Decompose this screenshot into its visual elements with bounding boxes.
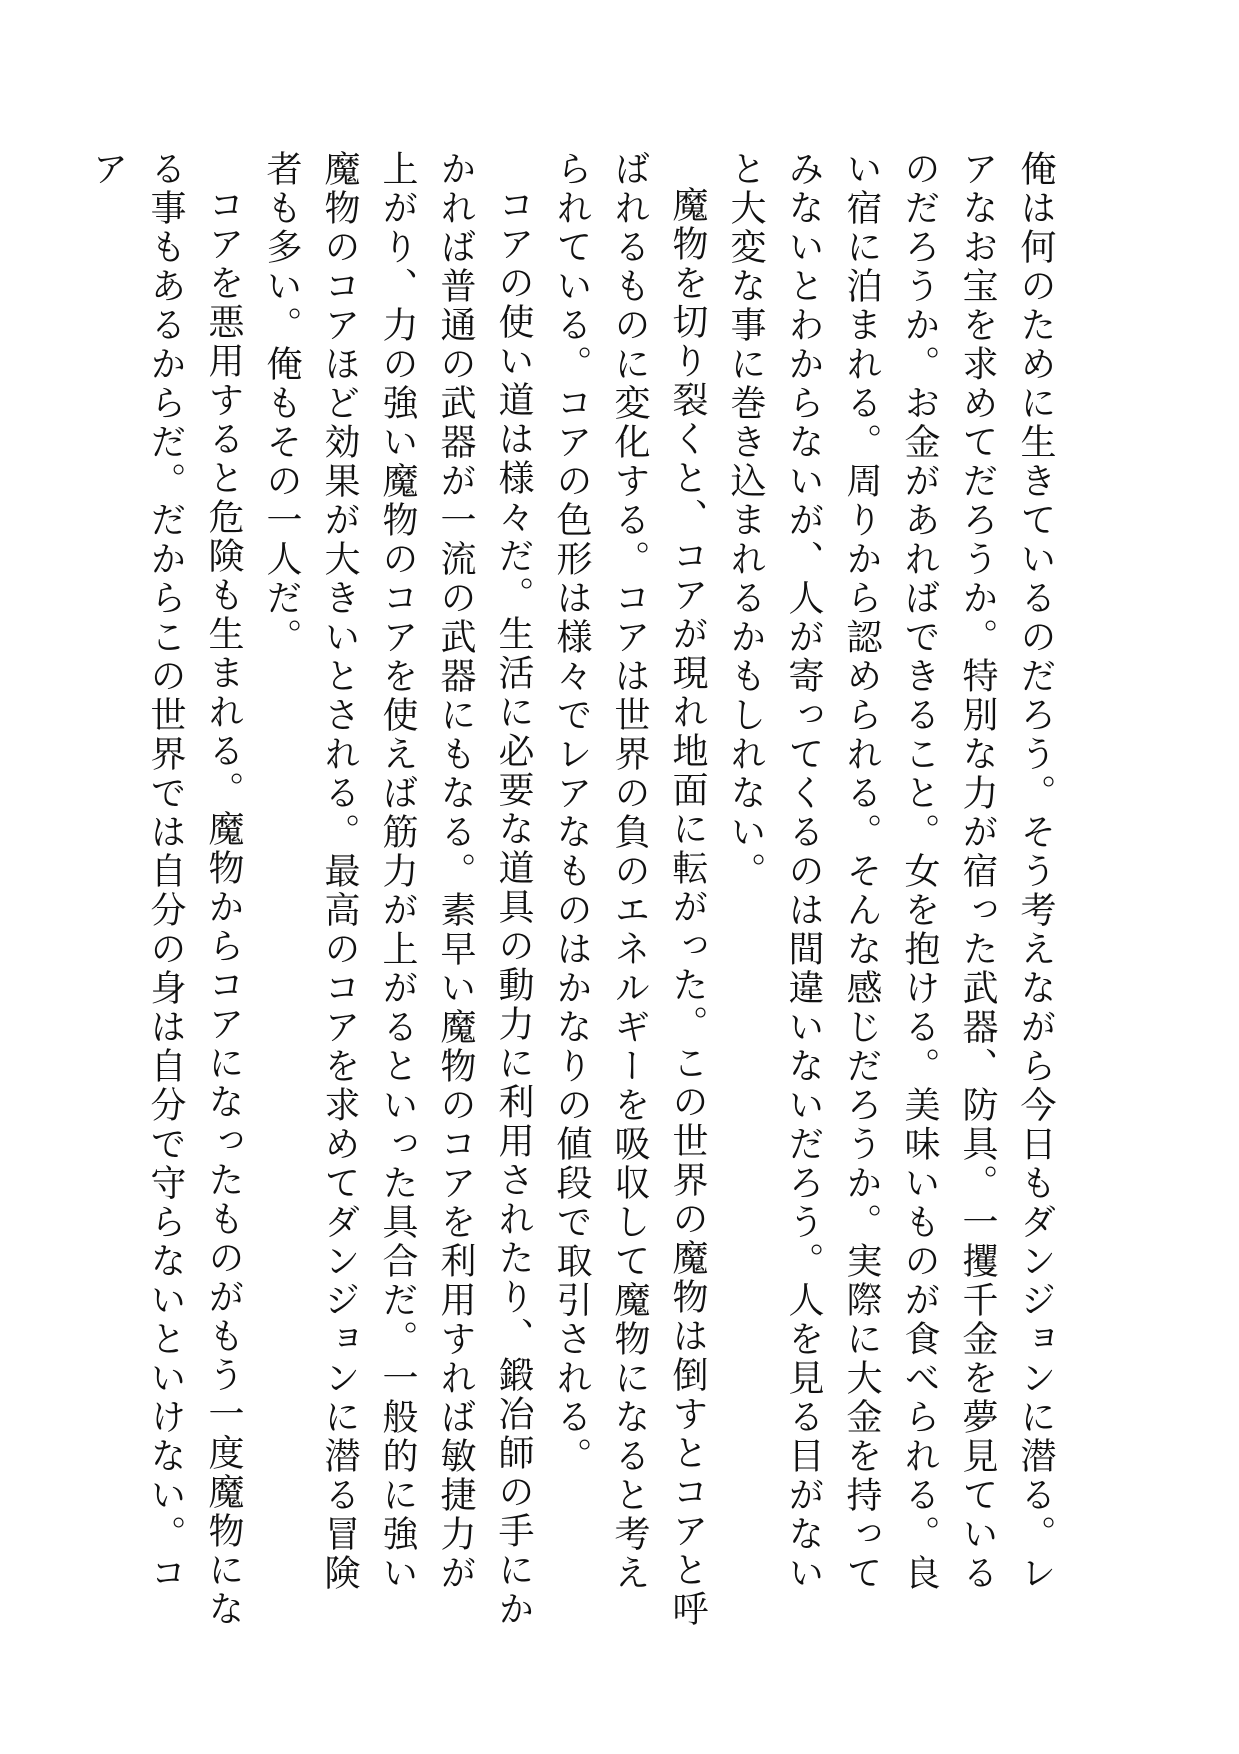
paragraph-4: コアを悪用すると危険も生まれる。魔物からコアになったものがもう一度魔物になる事もあるからだ。だからこの世界では自分の身は自分で守らないといけない。コア [87, 150, 244, 1629]
vertical-text-body [78, 150, 1064, 1630]
paragraph-2: 魔物を切り裂くと、コアが現れ地面に転がった。この世界の魔物は倒すとコアと呼ばれるものに変化する。コアは世界の負のエネルギーを吸収して魔物になると考えられている。コアの色形は様々でレアなものはかなりの値段で取引される。 [551, 150, 708, 1629]
paragraph-3: コアの使い道は様々だ。生活に必要な道具の動力に利用されたり、鍛冶師の手にかかれば普通の武器が一流の武器にもなる。素早い魔物のコアを利用すれば敏捷力が上がり、力の強い魔物のコアを使えば筋力が上がるといった具合だ。一般的に強い魔物のコアほど効果が大きいとされる。最高のコアを求めてダンジョンに潜る冒険者も多い。俺もその一人だ。 [261, 150, 534, 1629]
paragraph-1: 俺は何のために生きているのだろう。そう考えながら今日もダンジョンに潜る。レアなお宝を求めてだろうか。特別な力が宿った武器、防具。一攫千金を夢見ているのだろうか。お金があればできること。女を抱ける。美味いものが食べられる。良い宿に泊まれる。周りから認められる。そんな感じだろうか。実際に大金を持ってみないとわからないが、人が寄ってくるのは間違いないだろう。人を見る目がないと大変な事に巻き込まれるかもしれない。 [725, 150, 1056, 1593]
